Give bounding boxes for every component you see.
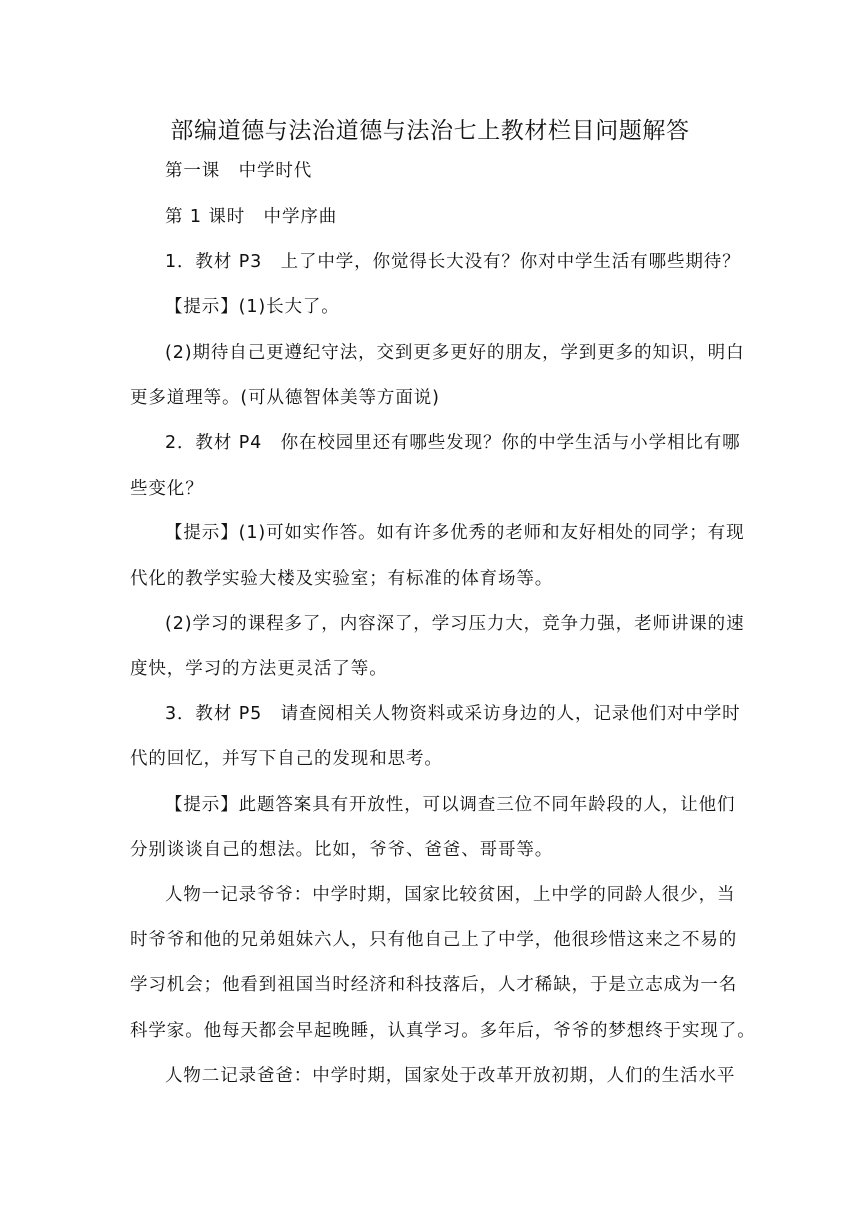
person-1-line-1: 人物一记录爷爷：中学时期，国家比较贫困，上中学的同龄人很少，当: [165, 885, 736, 905]
answer-1-part-2-line-1: (2)期待自己更遵纪守法，交到更多更好的朋友，学到更多的知识，明白: [165, 343, 745, 363]
answer-2-part-1-line-2: 代化的教学实验大楼及实验室；有标准的体育场等。: [130, 569, 554, 589]
answer-3-line-2: 分别谈谈自己的想法。比如，爷爷、爸爸、哥哥等。: [130, 840, 554, 860]
lesson-heading: 第一课 中学时代: [165, 161, 313, 181]
question-1: 1．教材 P3 上了中学，你觉得长大没有？你对中学生活有哪些期待？: [165, 252, 741, 272]
answer-2-part-2-line-1: (2)学习的课程多了，内容深了，学习压力大，竞争力强，老师讲课的速: [165, 614, 745, 634]
question-2-line-1: 2．教材 P4 你在校园里还有哪些发现？你的中学生活与小学相比有哪: [165, 433, 741, 453]
answer-3-line-1: 【提示】此题答案具有开放性，可以调查三位不同年龄段的人，让他们: [165, 795, 736, 815]
question-3-line-1: 3．教材 P5 请查阅相关人物资料或采访身边的人，记录他们对中学时: [165, 704, 741, 724]
answer-1-part-2-line-2: 更多道理等。(可从德智体美等方面说): [130, 388, 440, 408]
question-2-line-2: 些变化？: [130, 479, 204, 499]
period-heading: 第 1 课时 中学序曲: [165, 207, 338, 227]
answer-2-part-2-line-2: 度快，学习的方法更灵活了等。: [130, 659, 388, 679]
person-1-line-4: 科学家。他每天都会早起晚睡，认真学习。多年后，爷爷的梦想终于实现了。: [130, 1021, 756, 1041]
person-1-line-2: 时爷爷和他的兄弟姐妹六人，只有他自己上了中学，他很珍惜这来之不易的: [130, 930, 738, 950]
answer-2-part-1-line-1: 【提示】(1)可如实作答。如有许多优秀的老师和友好相处的同学；有现: [165, 523, 745, 543]
document-title: 部编道德与法治道德与法治七上教材栏目问题解答: [170, 118, 690, 144]
person-1-line-3: 学习机会；他看到祖国当时经济和科技落后，人才稀缺，于是立志成为一名: [130, 975, 738, 995]
person-2-line-1: 人物二记录爸爸：中学时期，国家处于改革开放初期，人们的生活水平: [165, 1066, 736, 1086]
answer-1-part-1: 【提示】(1)长大了。: [165, 297, 340, 317]
question-3-line-2: 代的回忆，并写下自己的发现和思考。: [130, 749, 443, 769]
